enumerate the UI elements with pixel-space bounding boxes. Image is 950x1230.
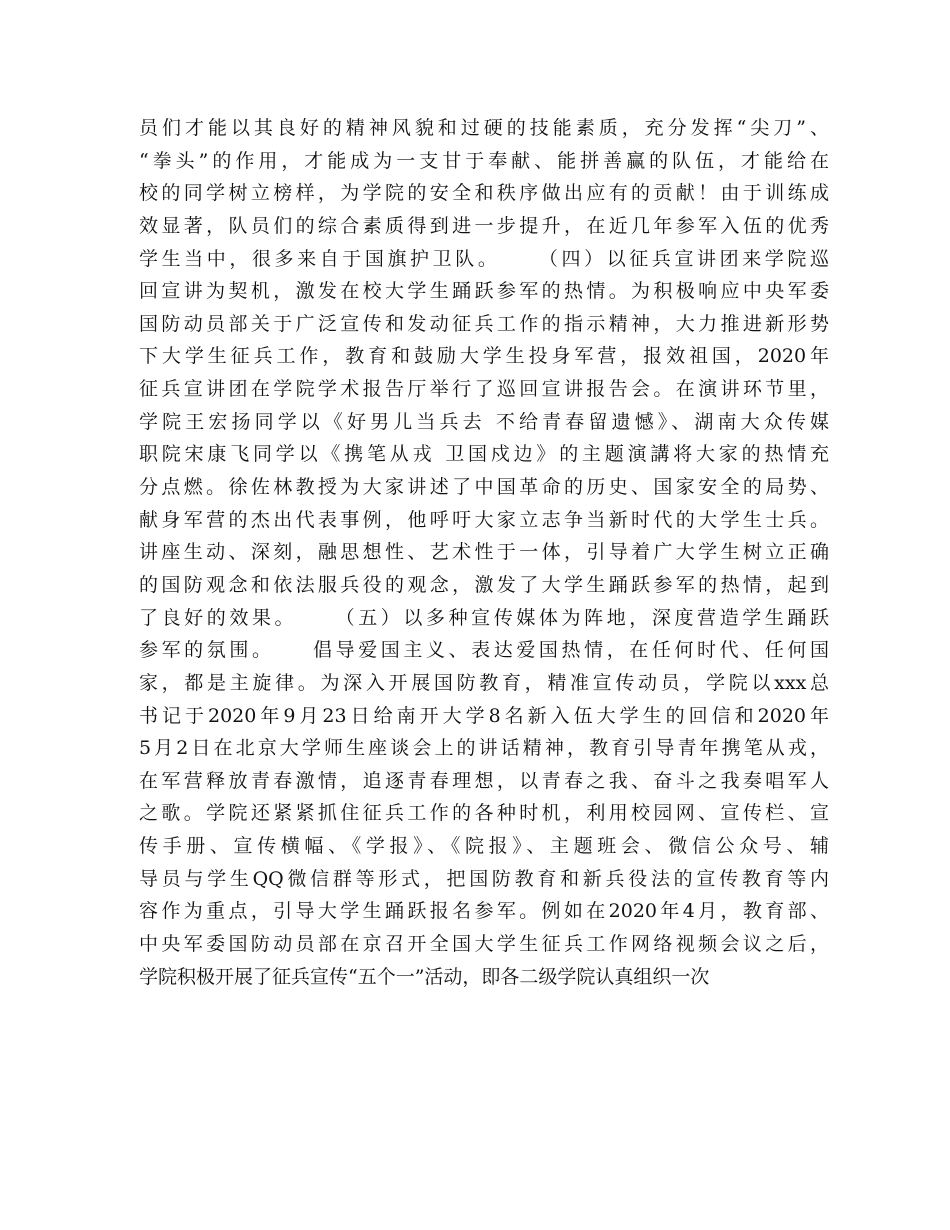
text-line: 5月2日在北京大学师生座谈会上的讲话精神，教育引导青年携笔从戎， <box>139 737 829 760</box>
text-line: 了良好的效果。 （五）以多种宣传媒体为阵地，深度营造学生踊跃 <box>139 606 829 629</box>
text-line: 传手册、宣传横幅、《学报》、《院报》、主题班会、微信公众号、辅 <box>139 835 829 858</box>
body-text <box>139 112 829 993</box>
text-line: 下大学生征兵工作，教育和鼓励大学生投身军营，报效祖国，2020年 <box>139 345 829 368</box>
text-line: 书记于2020年9月23日给南开大学8名新入伍大学生的回信和2020年 <box>139 704 829 727</box>
text-line: 家，都是主旋律。为深入开展国防教育，精准宣传动员，学院以xxx总 <box>139 671 829 694</box>
text-line: 国防动员部关于广泛宣传和发动征兵工作的指示精神，大力推进新形势 <box>139 312 829 335</box>
text-line: 参军的氛围。 倡导爱国主义、表达爱国热情，在任何时代、任何国 <box>139 639 829 662</box>
text-line: 学院王宏扬同学以《好男儿当兵去 不给青春留遗憾》、湖南大众传媒 <box>139 410 829 433</box>
text-line: 回宣讲为契机，激发在校大学生踊跃参军的热情。为积极响应中央军委 <box>139 280 829 303</box>
text-line: 的国防观念和依法服兵役的观念，激发了大学生踊跃参军的热情，起到 <box>139 573 829 596</box>
text-line: 分点燃。徐佐林教授为大家讲述了中国革命的历史、国家安全的局势、 <box>139 476 829 499</box>
text-line: 在军营释放青春激情，追逐青春理想，以青春之我、奋斗之我奏唱军人 <box>139 769 829 792</box>
text-line: 中央军委国防动员部在京召开全国大学生征兵工作网络视频会议之后， <box>139 933 829 956</box>
text-line: 容作为重点，引导大学生踊跃报名参军。例如在2020年4月，教育部、 <box>139 900 829 923</box>
text-line: 导员与学生QQ微信群等形式，把国防教育和新兵役法的宣传教育等内 <box>139 867 829 890</box>
text-line: “拳头”的作用，才能成为一支甘于奉献、能拼善赢的队伍，才能给在 <box>139 149 829 172</box>
text-line: 学院积极开展了征兵宣传“五个一”活动，即各二级学院认真组织一次 <box>139 965 710 988</box>
text-line: 征兵宣讲团在学院学术报告厅举行了巡回宣讲报告会。在演讲环节里， <box>139 378 829 401</box>
text-line: 职院宋康飞同学以《携笔从戎 卫国戍边》的主题演講将大家的热情充 <box>139 443 829 466</box>
text-line: 校的同学树立榜样，为学院的安全和秩序做出应有的贡献！由于训练成 <box>139 182 829 205</box>
text-line: 讲座生动、深刻，融思想性、艺术性于一体，引导着广大学生树立正确 <box>139 541 829 564</box>
text-line: 学生当中，很多来自于国旗护卫队。 （四）以征兵宣讲团来学院巡 <box>139 247 829 270</box>
text-line: 员们才能以其良好的精神风貌和过硬的技能素质，充分发挥“尖刀”、 <box>139 117 829 139</box>
text-line: 效显著，队员们的综合素质得到进一步提升，在近几年参军入伍的优秀 <box>139 214 829 237</box>
text-line: 之歌。学院还紧紧抓住征兵工作的各种时机，利用校园网、宣传栏、宣 <box>139 802 829 825</box>
text-line: 献身军营的杰出代表事例，他呼吁大家立志争当新时代的大学生士兵。 <box>139 508 829 531</box>
